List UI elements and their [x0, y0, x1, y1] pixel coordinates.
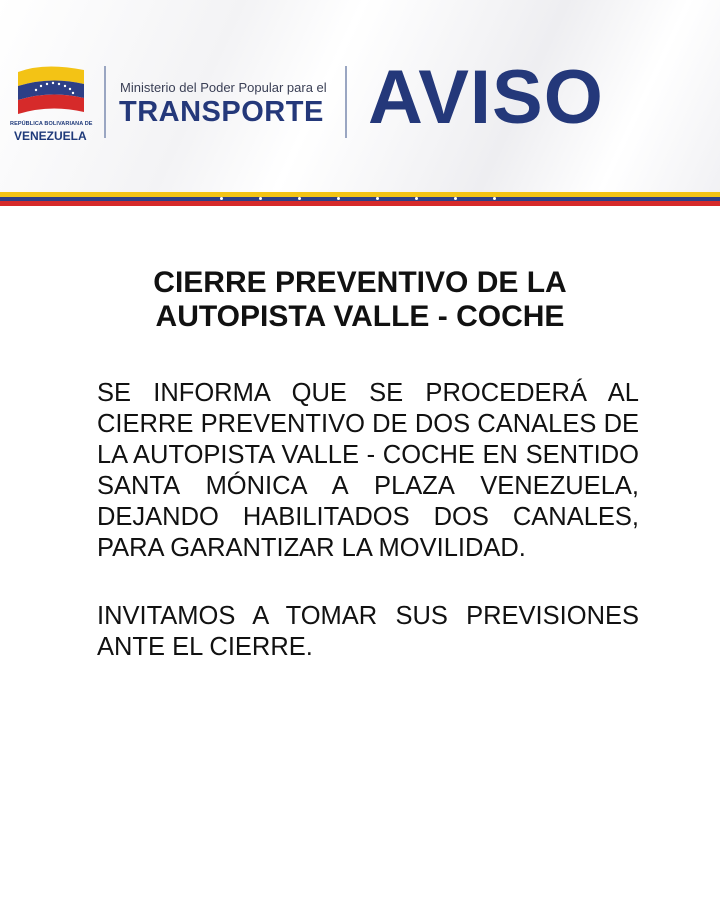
star-icon	[298, 197, 301, 200]
venezuela-flag-icon	[14, 62, 88, 118]
notice-title-line: CIERRE PREVENTIVO DE LA	[153, 266, 567, 299]
notice-label: AVISO	[368, 55, 604, 140]
notice-paragraph: INVITAMOS A TOMAR SUS PREVISIONES ANTE EL CIERRE.	[97, 602, 639, 661]
star-icon	[493, 197, 496, 200]
notice-title-line: AUTOPISTA VALLE - COCHE	[155, 300, 565, 333]
star-icon	[337, 197, 340, 200]
country-small-label: REPÚBLICA BOLIVARIANA DE	[10, 121, 93, 127]
header-divider	[104, 66, 106, 138]
ministry-name: TRANSPORTE	[119, 96, 324, 128]
notice-title	[60, 266, 660, 334]
header	[0, 0, 720, 196]
header-divider	[345, 66, 347, 138]
star-icon	[415, 197, 418, 200]
flag-stripe-red	[0, 201, 720, 206]
star-icon	[220, 197, 223, 200]
star-icon	[376, 197, 379, 200]
star-icon	[454, 197, 457, 200]
star-icon	[259, 197, 262, 200]
notice-paragraph: SE INFORMA QUE SE PROCEDERÁ AL CIERRE PREVENTIVO DE DOS CANALES DE LA AUTOPISTA VALLE - COCHE EN SENTIDO SANTA MÓNICA A PLAZA VENEZUELA, DEJANDO HABILITADOS DOS CANALES, PARA GARANTIZAR LA MOVILIDAD.	[97, 379, 639, 562]
ministry-line: Ministerio del Poder Popular para el	[120, 80, 327, 95]
country-label: VENEZUELA	[14, 129, 87, 143]
